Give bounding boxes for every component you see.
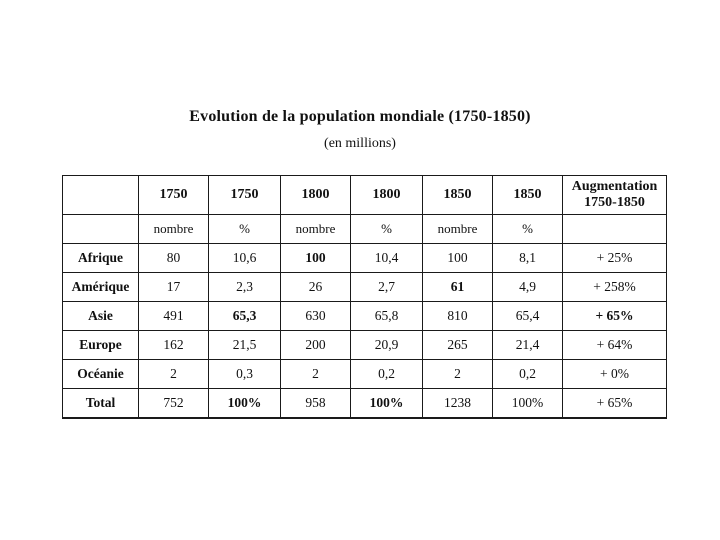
- row-label: Amérique: [63, 273, 139, 302]
- header-year: 1800: [351, 176, 423, 215]
- subheader-cell: %: [209, 215, 281, 244]
- table-cell: 100: [281, 244, 351, 273]
- table-cell: 10,6: [209, 244, 281, 273]
- row-label: Total: [63, 389, 139, 419]
- subheader-cell: nombre: [281, 215, 351, 244]
- subheader-corner: [63, 215, 139, 244]
- table-cell: + 64%: [563, 331, 667, 360]
- table-cell: 61: [423, 273, 493, 302]
- table-cell: 810: [423, 302, 493, 331]
- header-year: 1850: [423, 176, 493, 215]
- table-cell: 200: [281, 331, 351, 360]
- table-cell: + 0%: [563, 360, 667, 389]
- table-row-amerique: [63, 273, 667, 302]
- table-cell: 100%: [493, 389, 563, 419]
- table-cell: 26: [281, 273, 351, 302]
- table-cell: 2: [281, 360, 351, 389]
- table-row-oceanie: [63, 360, 667, 389]
- header-year: 1750: [209, 176, 281, 215]
- header-year: 1750: [139, 176, 209, 215]
- table-row-total: [63, 389, 667, 419]
- header-row: [63, 176, 667, 215]
- table-cell: 65,8: [351, 302, 423, 331]
- table-cell: + 25%: [563, 244, 667, 273]
- header-augmentation-line1: Augmentation: [571, 179, 658, 194]
- row-label: Océanie: [63, 360, 139, 389]
- table-cell: 8,1: [493, 244, 563, 273]
- table-cell: 1238: [423, 389, 493, 419]
- subheader-cell: nombre: [423, 215, 493, 244]
- table-cell: 630: [281, 302, 351, 331]
- table-cell: 0,2: [493, 360, 563, 389]
- table-cell: 2,3: [209, 273, 281, 302]
- table-cell: 100%: [351, 389, 423, 419]
- table-cell: 17: [139, 273, 209, 302]
- table-cell: 100%: [209, 389, 281, 419]
- page-subtitle: (en millions): [324, 136, 396, 151]
- table-cell: 4,9: [493, 273, 563, 302]
- table-row-asie: [63, 302, 667, 331]
- table-cell: 10,4: [351, 244, 423, 273]
- table-cell: + 65%: [563, 389, 667, 419]
- table-cell: 65,3: [209, 302, 281, 331]
- table-cell: 162: [139, 331, 209, 360]
- header-year: 1800: [281, 176, 351, 215]
- table-cell: 21,4: [493, 331, 563, 360]
- table-cell: 0,3: [209, 360, 281, 389]
- header-corner: [63, 176, 139, 215]
- table-cell: 80: [139, 244, 209, 273]
- row-label: Asie: [63, 302, 139, 331]
- table-cell: 20,9: [351, 331, 423, 360]
- subheader-cell: [563, 215, 667, 244]
- table-cell: 491: [139, 302, 209, 331]
- table-row-europe: [63, 331, 667, 360]
- table-cell: + 258%: [563, 273, 667, 302]
- row-label: Europe: [63, 331, 139, 360]
- population-table: [62, 175, 667, 419]
- subheader-cell: %: [493, 215, 563, 244]
- subheader-cell: %: [351, 215, 423, 244]
- table-cell: 958: [281, 389, 351, 419]
- table-cell: 2: [423, 360, 493, 389]
- table-cell: 0,2: [351, 360, 423, 389]
- subheader-cell: nombre: [139, 215, 209, 244]
- table-cell: + 65%: [563, 302, 667, 331]
- table-cell: 752: [139, 389, 209, 419]
- header-augmentation-line2: 1750-1850: [584, 195, 645, 210]
- table-cell: 100: [423, 244, 493, 273]
- table-cell: 65,4: [493, 302, 563, 331]
- table-cell: 2: [139, 360, 209, 389]
- page-title: Evolution de la population mondiale (1750-1850): [189, 108, 531, 125]
- header-year: 1850: [493, 176, 563, 215]
- table-cell: 21,5: [209, 331, 281, 360]
- table-cell: 265: [423, 331, 493, 360]
- subheader-row: [63, 215, 667, 244]
- table-cell: 2,7: [351, 273, 423, 302]
- header-augmentation: [563, 176, 667, 215]
- table-row-afrique: [63, 244, 667, 273]
- row-label: Afrique: [63, 244, 139, 273]
